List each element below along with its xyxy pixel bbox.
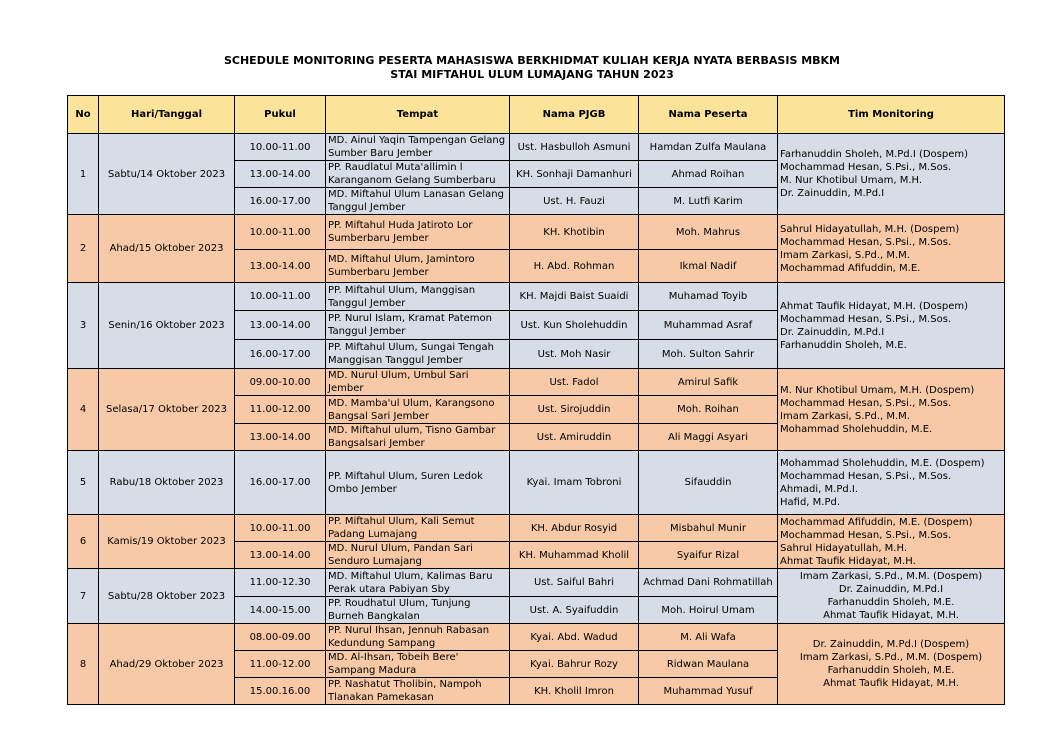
cell-no: 8 [68,624,99,705]
cell-tempat: MD. Miftahul Ulum, Kalimas Baru Perak utara Pabiyan Sby [326,569,510,597]
cell-pukul: 11.00-12.00 [235,651,326,678]
cell-nama-pjgb: Ust. Kun Sholehuddin [510,311,639,340]
monitoring-member: Mochammad Hesan, S.Psi., M.Sos. [780,529,952,541]
monitoring-member: Mohammad Sholehuddin, M.E. [780,423,933,435]
cell-nama-pjgb: KH. Khotibin [510,215,639,250]
table-row [68,624,1005,651]
cell-hari-tanggal: Rabu/18 Oktober 2023 [99,451,235,515]
cell-nama-peserta: Amirul Safik [639,369,778,396]
cell-no: 2 [68,215,99,283]
monitoring-member: Ahmadi, M.Pd.I. [780,483,859,495]
cell-tim-monitoring [778,369,1005,451]
cell-pukul: 13.00-14.00 [235,250,326,283]
cell-nama-pjgb: Kyai. Bahrur Rozy [510,651,639,678]
cell-nama-peserta: Moh. Mahrus [639,215,778,250]
monitoring-member: Mochammad Hesan, S.Psi., M.Sos. [780,470,952,482]
monitoring-member: Mochammad Hesan, S.Psi., M.Sos. [780,397,952,409]
cell-hari-tanggal: Sabtu/28 Oktober 2023 [99,569,235,624]
cell-nama-peserta: Syaifur Rizal [639,542,778,569]
monitoring-member: M. Nur Khotibul Umam, M.H. [780,175,923,186]
header-hari-tanggal: Hari/Tanggal [99,96,235,134]
cell-hari-tanggal: Ahad/15 Oktober 2023 [99,215,235,283]
cell-pukul: 11.00-12.30 [235,569,326,597]
monitoring-member: Dr. Zainuddin, M.Pd.I [780,188,885,199]
cell-nama-peserta: Muhamad Toyib [639,283,778,311]
cell-tempat: PP. Roudhatul Ulum, Tunjung Burneh Bangkalan [326,597,510,624]
monitoring-member: Dr. Zainuddin, M.Pd.I [838,584,944,595]
monitoring-member: Dr. Zainuddin, M.Pd.I (Dospem) [812,639,970,650]
cell-nama-pjgb: KH. Kholil Imron [510,678,639,705]
cell-nama-pjgb: Ust. Sirojuddin [510,396,639,424]
cell-tempat: PP. Miftahul Ulum, Kali Semut Padang Lumajang [326,515,510,542]
cell-nama-peserta: Achmad Dani Rohmatillah [639,569,778,597]
monitoring-member: Hafid, M.Pd. [780,496,841,508]
document-title-line2: STAI MIFTAHUL ULUM LUMAJANG TAHUN 2023 [390,68,674,81]
cell-pukul: 09.00-10.00 [235,369,326,396]
cell-pukul: 16.00-17.00 [235,188,326,215]
monitoring-member: Ahmat Taufik Hidayat, M.H. [823,678,959,689]
cell-nama-peserta: Moh. Sulton Sahrir [639,340,778,369]
cell-pukul: 13.00-14.00 [235,311,326,340]
cell-tempat: MD. Miftahul ulum, Tisno Gambar Bangsalsari Jember [326,424,510,451]
monitoring-member: Imam Zarkasi, S.Pd., M.M. (Dospem) [799,571,983,582]
monitoring-member: M. Nur Khotibul Umam, M.H. (Dospem) [780,384,975,396]
table-row [68,134,1005,161]
cell-nama-peserta: Muhammad Yusuf [639,678,778,705]
cell-no: 4 [68,369,99,451]
cell-nama-peserta: Ahmad Roihan [639,161,778,188]
cell-pukul: 13.00-14.00 [235,424,326,451]
cell-tempat: MD. Ainul Yaqin Tampengan Gelang Sumber Baru Jember [326,134,510,161]
cell-nama-peserta: Misbahul Munir [639,515,778,542]
table-row [68,369,1005,396]
monitoring-member: Imam Zarkasi, S.Pd., M.M. [780,249,910,261]
monitoring-member: Farhanuddin Sholeh, M.E. [827,597,955,608]
cell-pukul: 13.00-14.00 [235,161,326,188]
monitoring-member: Farhanuddin Sholeh, M.Pd.I (Dospem) [780,149,969,160]
cell-no: 3 [68,283,99,369]
table-row [68,451,1005,515]
cell-nama-pjgb: KH. Sonhaji Damanhuri [510,161,639,188]
cell-tim-monitoring [778,624,1005,705]
monitoring-member: Imam Zarkasi, S.Pd., M.M. [780,410,910,422]
cell-tim-monitoring [778,515,1005,569]
cell-pukul: 10.00-11.00 [235,134,326,161]
cell-tempat: MD. Nurul Ulum, Pandan Sari Senduro Lumajang [326,542,510,569]
monitoring-member: Imam Zarkasi, S.Pd., M.M. (Dospem) [799,652,983,663]
cell-hari-tanggal: Sabtu/14 Oktober 2023 [99,134,235,215]
cell-no: 5 [68,451,99,515]
cell-pukul: 16.00-17.00 [235,340,326,369]
cell-tim-monitoring [778,283,1005,369]
cell-tempat: PP. Nurul Ihsan, Jennuh Rabasan Kedundung Sampang [326,624,510,651]
cell-tempat: PP. Nurul Islam, Kramat Patemon Tanggul Jember [326,311,510,340]
monitoring-member: Ahmat Taufik Hidayat, M.H. [823,610,959,621]
cell-no: 1 [68,134,99,215]
cell-tim-monitoring [778,215,1005,283]
cell-nama-pjgb: Ust. A. Syaifuddin [510,597,639,624]
cell-hari-tanggal: Ahad/29 Oktober 2023 [99,624,235,705]
cell-nama-peserta: Moh. Roihan [639,396,778,424]
cell-nama-pjgb: Kyai. Imam Tobroni [510,451,639,515]
cell-tempat: PP. Miftahul Ulum, Manggisan Tanggul Jember [326,283,510,311]
cell-tempat: PP. Miftahul Ulum, Suren Ledok Ombo Jember [326,451,510,515]
cell-nama-peserta: M. Lutfi Karim [639,188,778,215]
cell-nama-peserta: Sifauddin [639,451,778,515]
monitoring-member: Sahrul Hidayatullah, M.H. [780,542,908,554]
cell-nama-peserta: Ikmal Nadif [639,250,778,283]
table-row [68,283,1005,311]
cell-tempat: MD. Miftahul Ulum, Jamintoro Sumberbaru Jember [326,250,510,283]
cell-no: 6 [68,515,99,569]
cell-hari-tanggal: Senin/16 Oktober 2023 [99,283,235,369]
monitoring-member: Mochammad Hesan, S.Psi., M.Sos. [780,236,952,248]
cell-pukul: 16.00-17.00 [235,451,326,515]
cell-nama-pjgb: Kyai. Abd. Wadud [510,624,639,651]
cell-pukul: 08.00-09.00 [235,624,326,651]
cell-pukul: 14.00-15.00 [235,597,326,624]
header-tim-monitoring: Tim Monitoring [778,96,1005,134]
header-pukul: Pukul [235,96,326,134]
table-header-row [68,96,1005,134]
schedule-table [67,95,1005,705]
cell-tim-monitoring [778,569,1005,624]
table-row [68,569,1005,597]
cell-tempat: MD. Miftahul Ulum Lanasan Gelang Tanggul Jember [326,188,510,215]
cell-pukul: 10.00-11.00 [235,283,326,311]
cell-tempat: PP. Nashatut Tholibin, Nampoh Tlanakan Pamekasan [326,678,510,705]
cell-nama-pjgb: Ust. Moh Nasir [510,340,639,369]
cell-tempat: MD. Al-Ihsan, Tobeih Bere' Sampang Madura [326,651,510,678]
monitoring-member: Mochammad Afifuddin, M.E. (Dospem) [780,516,973,528]
cell-nama-peserta: Moh. Hoirul Umam [639,597,778,624]
header-no: No [68,96,99,134]
cell-nama-pjgb: Ust. Amiruddin [510,424,639,451]
cell-nama-peserta: Muhammad Asraf [639,311,778,340]
table-row [68,515,1005,542]
monitoring-member: Ahmat Taufik Hidayat, M.H. (Dospem) [780,300,969,312]
cell-nama-pjgb: Ust. Fadol [510,369,639,396]
cell-nama-peserta: Hamdan Zulfa Maulana [639,134,778,161]
cell-tim-monitoring [778,451,1005,515]
cell-tempat: MD. Mamba'ul Ulum, Karangsono Bangsal Sari Jember [326,396,510,424]
cell-nama-pjgb: KH. Muhammad Kholil [510,542,639,569]
cell-pukul: 10.00-11.00 [235,515,326,542]
cell-tempat: PP. Miftahul Huda Jatiroto Lor Sumberbaru Jember [326,215,510,250]
monitoring-member: Mochammad Hesan, S.Psi., M.Sos. [780,162,952,173]
monitoring-member: Mochammad Hesan, S.Psi., M.Sos. [780,313,952,325]
cell-nama-peserta: Ali Maggi Asyari [639,424,778,451]
cell-nama-pjgb: Ust. Saiful Bahri [510,569,639,597]
monitoring-member: Ahmat Taufik Hidayat, M.H. [780,555,916,567]
table-body [68,134,1005,705]
cell-tempat: PP. Miftahul Ulum, Sungai Tengah Manggisan Tanggul Jember [326,340,510,369]
monitoring-member: Farhanuddin Sholeh, M.E. [780,339,907,351]
monitoring-member: Sahrul Hidayatullah, M.H. (Dospem) [780,223,960,235]
cell-nama-pjgb: Ust. H. Fauzi [510,188,639,215]
monitoring-member: Mochammad Afifuddin, M.E. [780,262,921,274]
monitoring-member: Dr. Zainuddin, M.Pd.I [780,326,885,338]
cell-nama-pjgb: KH. Majdi Baist Suaidi [510,283,639,311]
cell-hari-tanggal: Kamis/19 Oktober 2023 [99,515,235,569]
cell-hari-tanggal: Selasa/17 Oktober 2023 [99,369,235,451]
cell-pukul: 15.00.16.00 [235,678,326,705]
monitoring-member: Mohammad Sholehuddin, M.E. (Dospem) [780,457,985,469]
cell-no: 7 [68,569,99,624]
cell-nama-peserta: Ridwan Maulana [639,651,778,678]
header-nama-pjgb: Nama PJGB [510,96,639,134]
document-title-line1: SCHEDULE MONITORING PESERTA MAHASISWA BERKHIDMAT KULIAH KERJA NYATA BERBASIS MBKM [223,54,840,67]
monitoring-member: Farhanuddin Sholeh, M.E. [827,665,955,676]
cell-nama-pjgb: H. Abd. Rohman [510,250,639,283]
cell-tempat: PP. Raudlatul Muta'allimin l Karanganom Gelang Sumberbaru [326,161,510,188]
cell-pukul: 10.00-11.00 [235,215,326,250]
cell-nama-pjgb: KH. Abdur Rosyid [510,515,639,542]
cell-tempat: MD. Nurul Ulum, Umbul Sari Jember [326,369,510,396]
cell-nama-peserta: M. Ali Wafa [639,624,778,651]
cell-tim-monitoring [778,134,1005,215]
header-nama-peserta: Nama Peserta [639,96,778,134]
cell-pukul: 11.00-12.00 [235,396,326,424]
cell-pukul: 13.00-14.00 [235,542,326,569]
table-row [68,215,1005,250]
cell-nama-pjgb: Ust. Hasbulloh Asmuni [510,134,639,161]
header-tempat: Tempat [326,96,510,134]
